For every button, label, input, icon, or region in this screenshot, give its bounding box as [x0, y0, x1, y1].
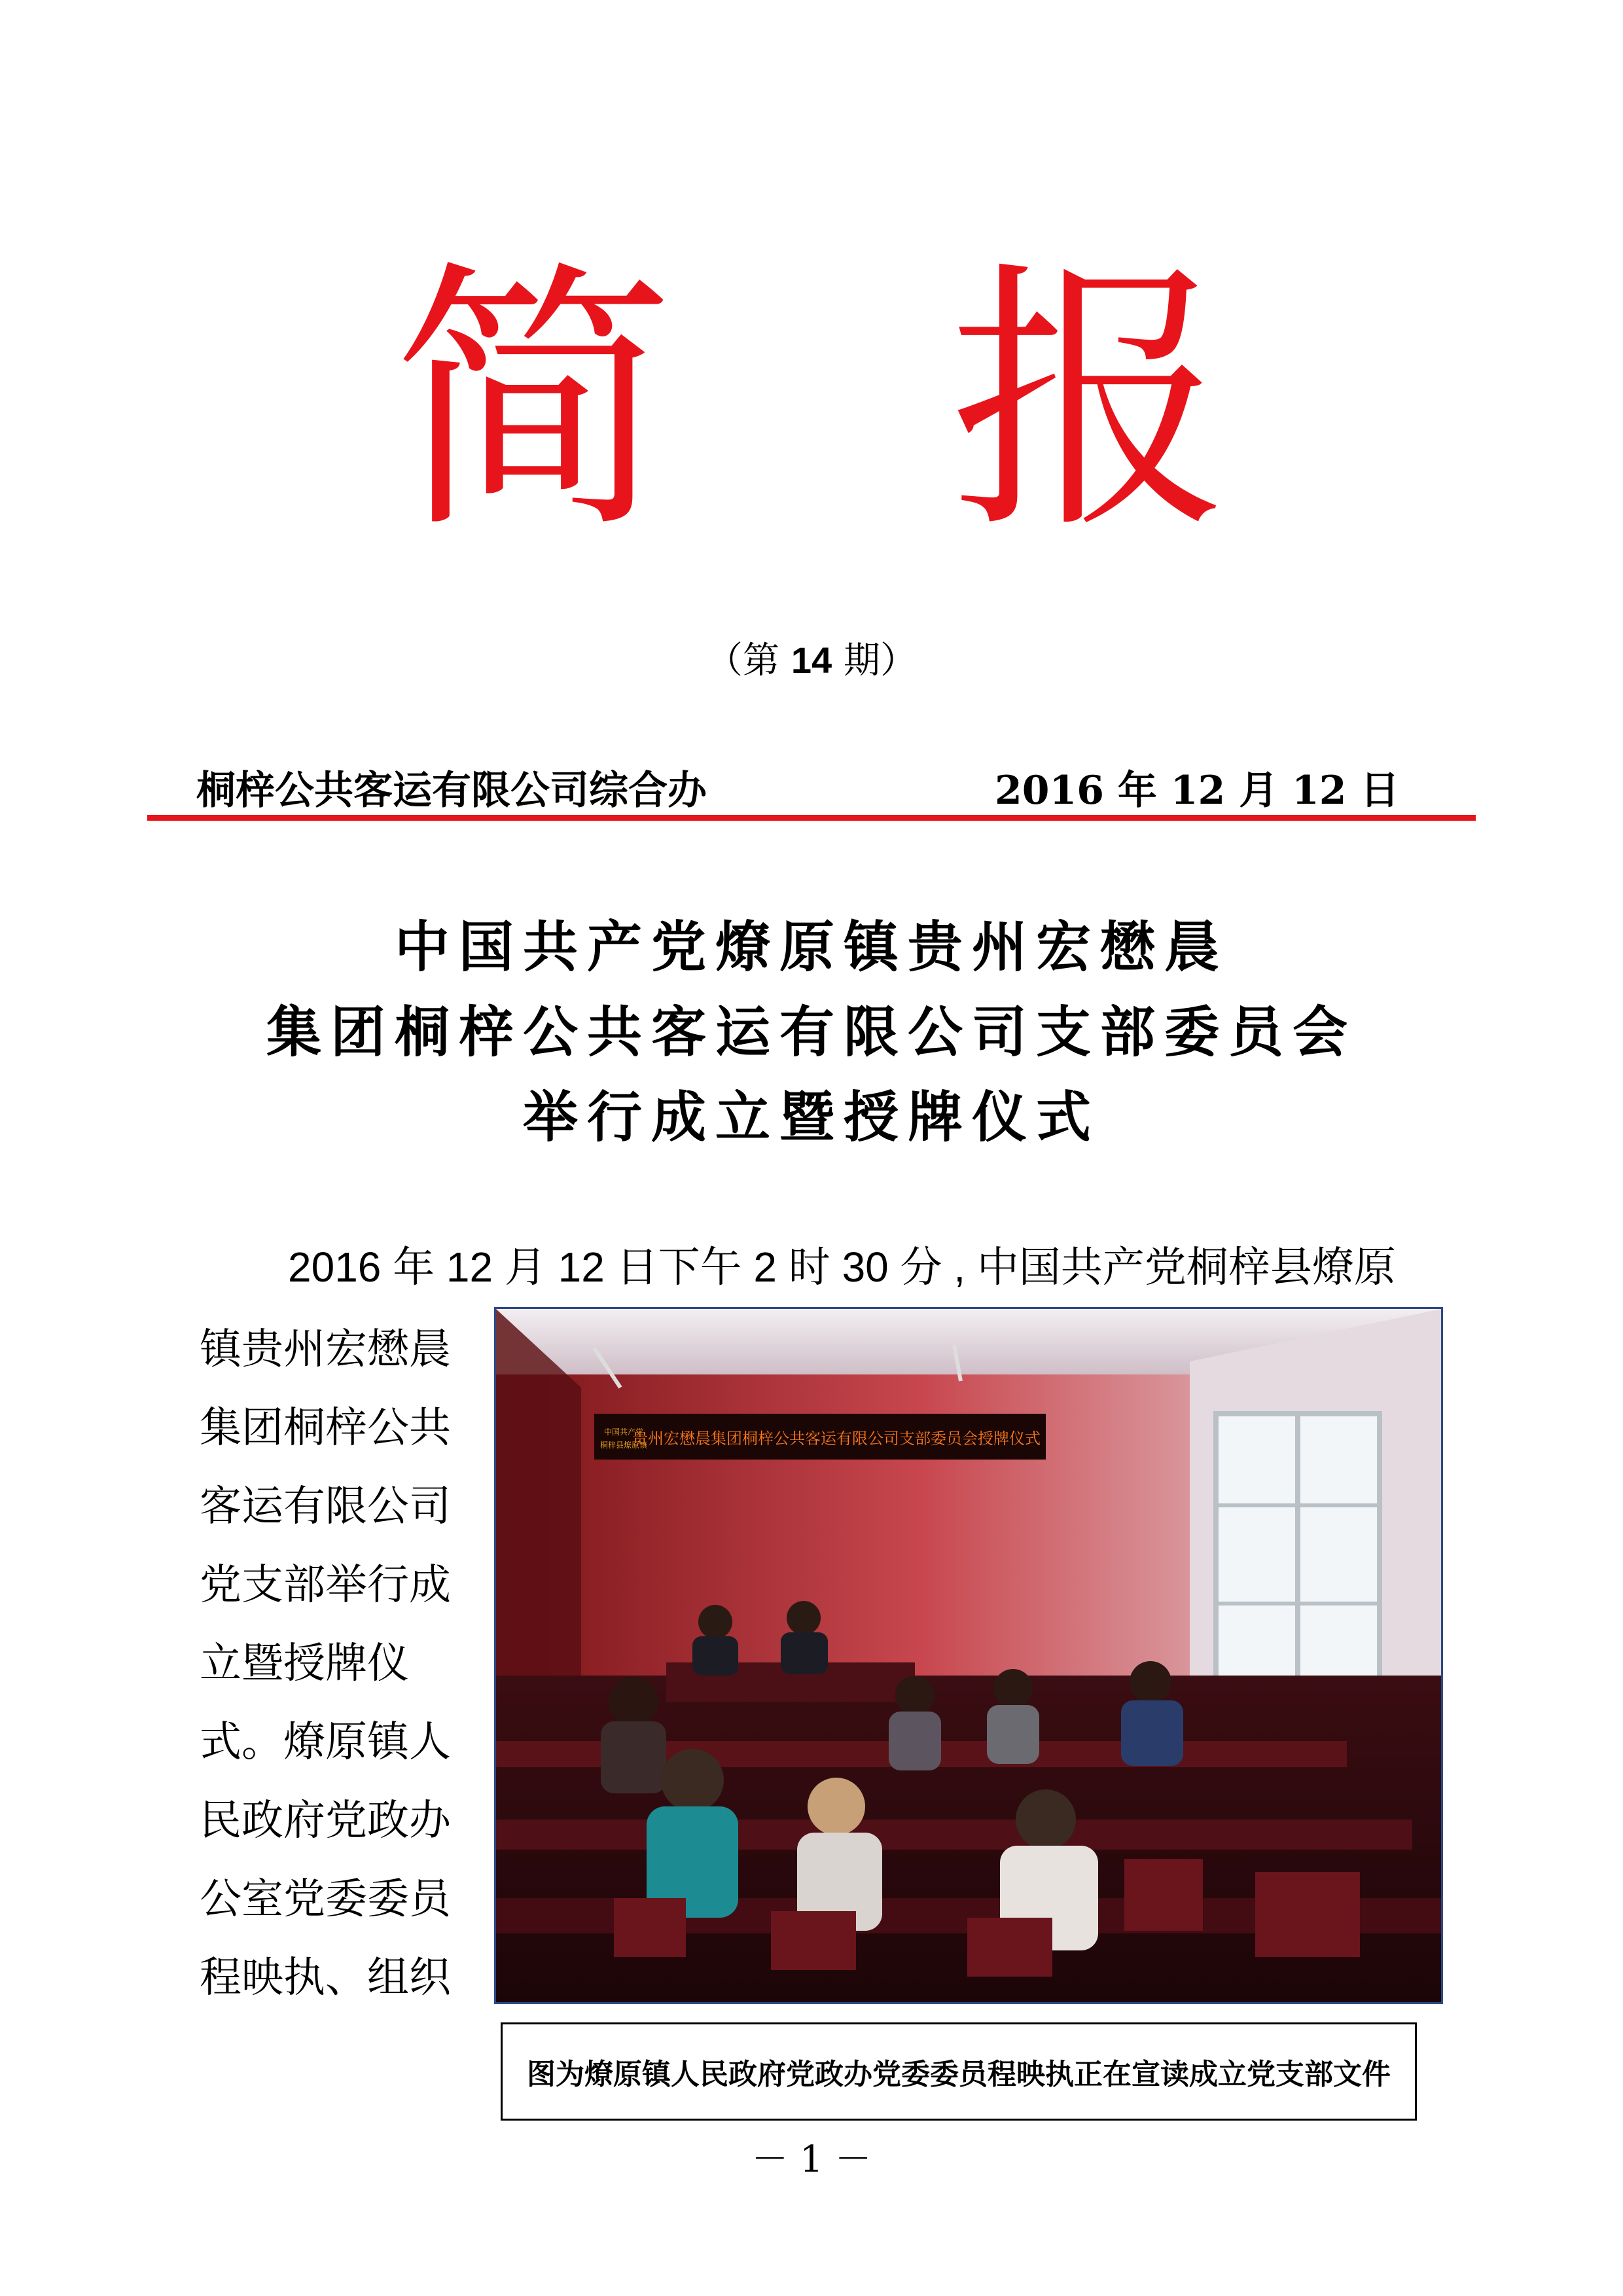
page-number: － 1 －	[751, 2138, 872, 2181]
meeting-photo-illustration	[496, 1309, 1441, 2002]
body-line: 客运有限公司	[200, 1482, 451, 1531]
body-line: 立暨授牌仪	[200, 1640, 409, 1688]
body-line: 集团桐梓公共	[200, 1404, 451, 1452]
lead-paragraph: 2016 年 12 月 12 日下午 2 时 30 分 , 中国共产党桐梓县燎原	[288, 1244, 1396, 1291]
photo-caption	[501, 2022, 1417, 2121]
headline-line-3: 举行成立暨授牌仪式	[522, 1085, 1100, 1149]
issue-prefix: （第	[706, 639, 791, 682]
svg-text:中国共产党: 中国共产党	[603, 1427, 644, 1437]
caption-text: 图为燎原镇人民政府党政办党委委员程映执正在宣读成立党支部文件	[527, 2058, 1391, 2091]
meeting-photo	[494, 1307, 1443, 2004]
svg-text:桐梓县燎原镇: 桐梓县燎原镇	[599, 1441, 648, 1450]
issue-suffix: 期）	[832, 639, 917, 682]
body-line: 党支部举行成	[200, 1561, 451, 1609]
issue-value: 14	[791, 639, 832, 681]
issuing-organization: 桐梓公共客运有限公司综合办	[196, 768, 707, 814]
led-banner-text: 贵州宏懋晨集团桐梓公共客运有限公司支部委员会授牌仪式	[632, 1429, 1041, 1448]
masthead-title: 简报	[393, 239, 1505, 566]
issue-date: 2016 年 12 月 12 日	[995, 768, 1400, 814]
issue-number	[0, 632, 1623, 684]
body-line: 程映执、组织	[200, 1954, 451, 2002]
header-divider	[147, 815, 1476, 821]
headline-line-2: 集团桐梓公共客运有限公司支部委员会	[266, 1000, 1357, 1064]
body-line: 民政府党政办	[200, 1797, 451, 1845]
body-line: 镇贵州宏懋晨	[200, 1325, 451, 1374]
headline-line-1: 中国共产党燎原镇贵州宏懋晨	[394, 915, 1228, 979]
body-line: 式。燎原镇人	[200, 1718, 451, 1767]
body-line: 公室党委委员	[200, 1875, 451, 1924]
